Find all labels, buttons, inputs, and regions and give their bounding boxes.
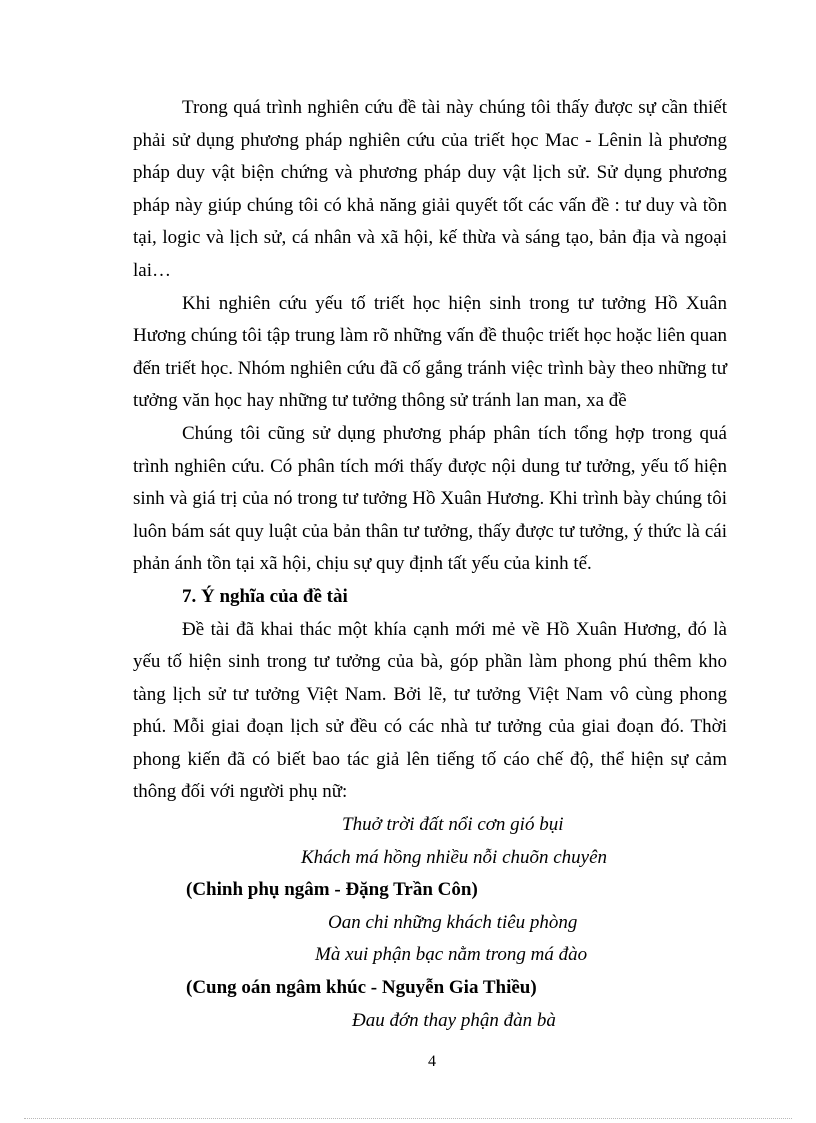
section-heading: 7. Ý nghĩa của đề tài [182,585,348,607]
page-number: 4 [428,1053,436,1070]
verse-line: Oan chi những khách tiêu phòng [328,911,578,933]
paragraph-significance: Đề tài đã khai thác một khía cạnh mới mẻ về Hồ Xuân Hương, đó là yếu tố hiện sinh trong tư tưởng của bà, góp phần làm phong phú thêm kho tàng lịch sử tư tưởng Việt Nam. Bởi lẽ, tư tưởng Việt Nam vô cùng phong phú. Mỗi giai đoạn lịch sử đều có các nhà tư tưởng của giai đoạn đó. Thời phong kiến đã có biết bao tác giả lên tiếng tố cáo chế độ, thể hiện sự cảm thông đối với người phụ nữ: [133,618,727,803]
page-bottom-divider [24,1118,792,1119]
verse-line: Mà xui phận bạc nằm trong má đào [315,944,588,966]
paragraph-research-focus: Khi nghiên cứu yếu tố triết học hiện sinh trong tư tưởng Hồ Xuân Hương chúng tôi tập trung làm rõ những vấn đề thuộc triết học hoặc liên quan đến triết học. Nhóm nghiên cứu đã cố gắng tránh việc trình bày theo những tư tưởng văn học hay những tư tưởng thông sử tránh lan man, xa đề [133,292,727,412]
verse-line: Khách má hồng nhiều nỗi chuõn chuyên [301,846,608,868]
paragraph-methodology: Trong quá trình nghiên cứu đề tài này chúng tôi thấy được sự cần thiết phải sử dụng phương pháp nghiên cứu của triết học Mac - Lênin là phương pháp duy vật biện chứng và phương pháp duy vật lịch sử. Sử dụng phương pháp này giúp chúng tôi có khả năng giải quyết tốt các vấn đề : tư duy và tồn tại, logic và lịch sử, cá nhân và xã hội, kế thừa và sáng tạo, bản địa và ngoại lai… [133,97,727,281]
verse-citation: (Cung oán ngâm khúc - Nguyễn Gia Thiều) [186,977,537,999]
paragraph-analysis-method: Chúng tôi cũng sử dụng phương pháp phân tích tổng hợp trong quá trình nghiên cứu. Có phân tích mới thấy được nội dung tư tưởng, yếu tố hiện sinh và giá trị của nó trong tư tưởng Hồ Xuân Hương. Khi trình bày chúng tôi luôn bám sát quy luật của bản thân tư tưởng, thấy được tư tưởng, ý thức là cái phản ánh tồn tại xã hội, chịu sự quy định tất yếu của kinh tế. [133,422,727,575]
document-body [133,92,727,1037]
verse-citation: (Chinh phụ ngâm - Đặng Trần Côn) [186,879,478,901]
verse-line: Đau đớn thay phận đàn bà [352,1009,556,1031]
verse-line: Thuở trời đất nổi cơn gió bụi [342,814,564,836]
